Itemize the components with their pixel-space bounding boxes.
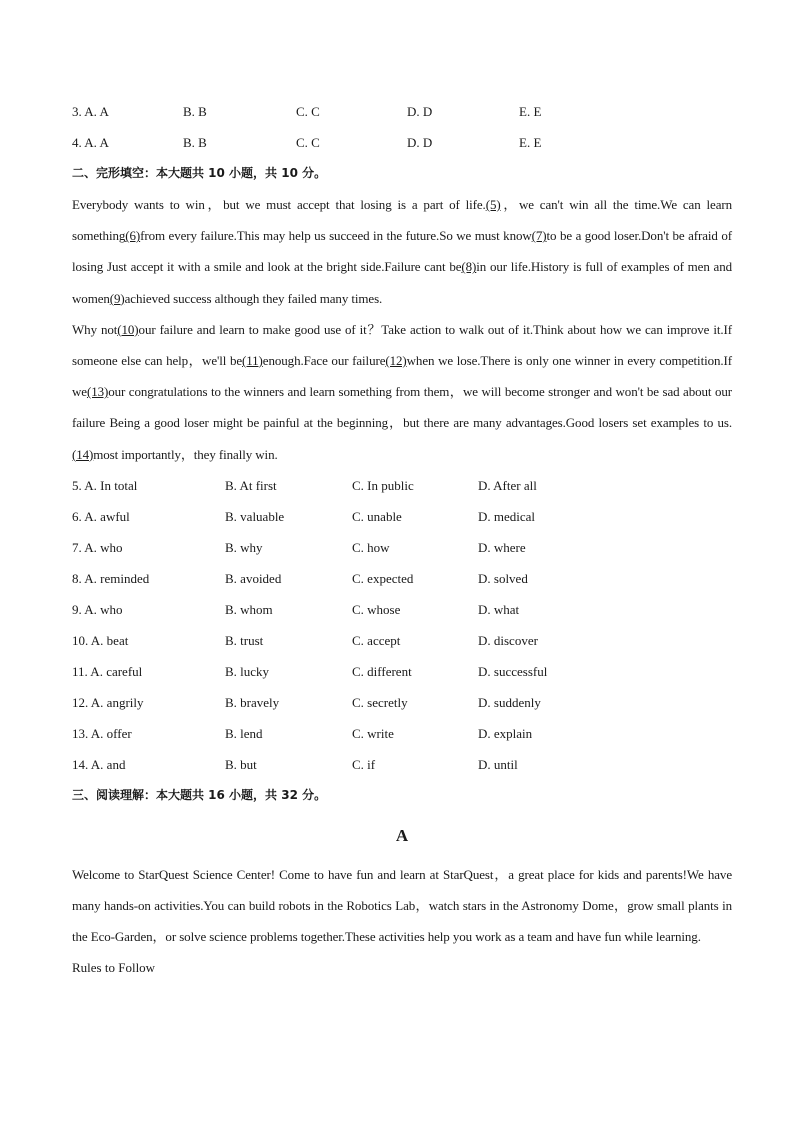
question-5-options bbox=[72, 470, 732, 501]
option: 12. A. angrily bbox=[72, 694, 144, 710]
option: D. suddenly bbox=[478, 694, 541, 710]
passage-text: when we lose.There is only one winner in every competition.If we bbox=[72, 353, 733, 400]
blank-number: (9) bbox=[109, 290, 125, 306]
option: D. explain bbox=[478, 725, 533, 741]
option: C. unable bbox=[352, 508, 402, 524]
option: 11. A. careful bbox=[72, 663, 143, 679]
option: 5. A. In total bbox=[72, 477, 138, 493]
option: D. until bbox=[478, 756, 518, 772]
option: C. different bbox=[352, 663, 412, 679]
passage-text: our failure and learn to make good use of it？Take action to walk out of it.Think about how we can improve it.If someone else can help，we'll be bbox=[72, 321, 732, 369]
option: E. E bbox=[519, 135, 542, 150]
option: B. avoided bbox=[225, 570, 282, 586]
option: C. C bbox=[296, 104, 320, 119]
passage-text: from every failure.This may help us succeed in the future.So we must know bbox=[140, 228, 532, 244]
question-10-options bbox=[72, 625, 732, 656]
option: D. D bbox=[407, 135, 433, 150]
option: 6. A. awful bbox=[72, 508, 130, 524]
question-3-options bbox=[72, 96, 732, 127]
blank-number: (6) bbox=[125, 228, 141, 244]
option: B. whom bbox=[225, 601, 273, 617]
passage-text: our congratulations to the winners and learn something from them，we will become stronger and won't be sad about our failure Being a good loser might be painful at the beginning，but there are many advantages.Good losers set examples to us. bbox=[72, 384, 732, 431]
option: C. In public bbox=[352, 477, 414, 493]
option: 3. A. A bbox=[72, 104, 109, 119]
question-6-options bbox=[72, 501, 732, 532]
option: 7. A. who bbox=[72, 539, 123, 555]
option: C. if bbox=[352, 756, 376, 772]
question-9-options bbox=[72, 594, 732, 625]
option: C. secretly bbox=[352, 694, 408, 710]
option: D. discover bbox=[478, 632, 538, 648]
answer-options-part1 bbox=[72, 96, 732, 158]
blank-number: (10) bbox=[117, 321, 139, 337]
passage-text: achieved success although they failed many times. bbox=[124, 290, 383, 306]
question-4-options bbox=[72, 127, 732, 158]
option: B. valuable bbox=[225, 508, 285, 524]
passage-text: ，we can't win all the time.We can learn something bbox=[72, 197, 732, 244]
passage-text: Everybody wants to win，but we must accept that losing is a part of life. bbox=[72, 197, 486, 212]
option: D. solved bbox=[478, 570, 528, 586]
option: B. lucky bbox=[225, 663, 270, 679]
option: B. B bbox=[183, 135, 207, 150]
passage-text: to be a good loser.Don't be afraid of losing Just accept it with a smile and look at the bright side.Failure cant be bbox=[72, 228, 732, 275]
option: B. trust bbox=[225, 632, 264, 648]
passage-letter: A bbox=[395, 825, 409, 845]
passage-text: Why not bbox=[72, 321, 118, 337]
option: 10. A. beat bbox=[72, 632, 129, 648]
option: 9. A. who bbox=[72, 601, 123, 617]
cloze-options bbox=[72, 470, 732, 780]
option: B. why bbox=[225, 539, 263, 555]
option: D. medical bbox=[478, 508, 536, 524]
rules-heading: Rules to Follow bbox=[72, 960, 156, 976]
section-2-title: 二、完形填空：本大题共 10 小题，共 10 分。 bbox=[72, 166, 327, 180]
option: B. At first bbox=[225, 477, 277, 493]
option: D. After all bbox=[478, 477, 537, 493]
option: 8. A. reminded bbox=[72, 570, 150, 586]
option: C. whose bbox=[352, 601, 401, 617]
option: D. D bbox=[407, 104, 433, 119]
option: D. what bbox=[478, 601, 520, 617]
option: C. write bbox=[352, 725, 394, 741]
question-13-options bbox=[72, 718, 732, 749]
option: B. B bbox=[183, 104, 207, 119]
option: 13. A. offer bbox=[72, 725, 132, 741]
option: E. E bbox=[519, 104, 542, 119]
option: 4. A. A bbox=[72, 135, 109, 150]
section-3-title: 三、阅读理解：本大题共 16 小题，共 32 分。 bbox=[72, 787, 327, 802]
exam-page bbox=[72, 96, 732, 983]
blank-number: (8) bbox=[461, 259, 477, 275]
question-8-options bbox=[72, 563, 732, 594]
blank-number: (7) bbox=[531, 228, 547, 244]
option: B. lend bbox=[225, 725, 263, 741]
option: C. C bbox=[296, 135, 320, 150]
cloze-paragraph-2 bbox=[72, 314, 732, 470]
blank-number: (14) bbox=[72, 446, 94, 462]
passage-text: most importantly，they finally win. bbox=[93, 446, 278, 462]
reading-passage-intro: Welcome to StarQuest Science Center! Come to have fun and learn at StarQuest，a great place for kids and parents!We have many hands-on activities.You can build robots in the Robotics Lab，watch stars in the Astronomy Dome，grow small plants in the Eco-Garden，or solve science problems together.These activities help you work as a team and have fun while learning. bbox=[72, 866, 732, 945]
option: 14. A. and bbox=[72, 756, 126, 772]
option: B. but bbox=[225, 756, 257, 772]
blank-number: (11) bbox=[242, 353, 263, 369]
blank-number: (12) bbox=[385, 353, 407, 369]
blank-number: (13) bbox=[86, 384, 109, 400]
question-11-options bbox=[72, 656, 732, 687]
option: C. expected bbox=[352, 570, 414, 586]
question-14-options bbox=[72, 749, 732, 780]
option: D. successful bbox=[478, 663, 548, 679]
option: D. where bbox=[478, 539, 526, 555]
cloze-paragraph-1 bbox=[72, 189, 732, 314]
passage-text: in our life.History is full of examples of men and women bbox=[72, 259, 733, 306]
option: C. accept bbox=[352, 632, 401, 648]
question-7-options bbox=[72, 532, 732, 563]
passage-text: enough.Face our failure bbox=[262, 353, 386, 369]
cloze-passage bbox=[72, 189, 732, 470]
option: C. how bbox=[352, 539, 390, 555]
option: B. bravely bbox=[225, 694, 280, 710]
question-12-options bbox=[72, 687, 732, 718]
blank-number: (5) bbox=[485, 197, 501, 212]
